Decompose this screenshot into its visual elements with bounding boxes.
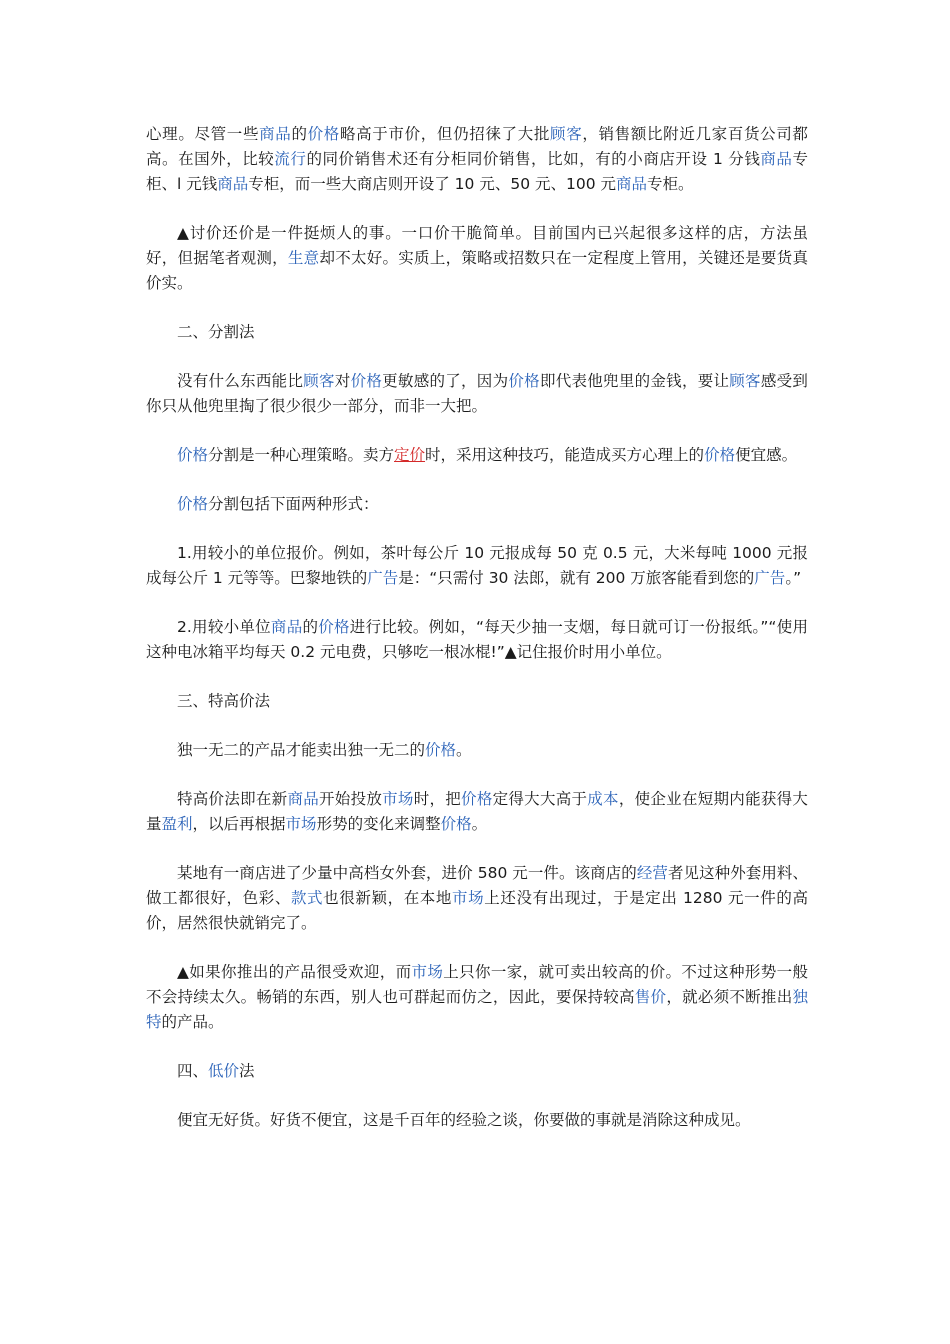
text-run: 独一无二的产品才能卖出独一无二的 bbox=[177, 741, 426, 759]
keyword-link[interactable]: 价格 bbox=[461, 790, 493, 808]
text-run: 。 bbox=[456, 741, 472, 759]
document-body bbox=[146, 122, 808, 1157]
keyword-link[interactable]: 售价 bbox=[634, 988, 667, 1006]
text-run: 二、分割法 bbox=[177, 323, 255, 341]
keyword-link[interactable]: 独特 bbox=[146, 988, 808, 1031]
keyword-link[interactable]: 商品 bbox=[259, 125, 292, 143]
keyword-link[interactable]: 款式 bbox=[290, 889, 324, 907]
text-run: 三、特高价法 bbox=[177, 692, 271, 710]
text-run: 也很新颖，在本地 bbox=[323, 889, 453, 907]
section-heading bbox=[146, 689, 808, 714]
paragraph bbox=[146, 369, 808, 419]
keyword-link[interactable]: 顾客 bbox=[729, 372, 761, 390]
keyword-link[interactable]: 市场 bbox=[285, 815, 317, 833]
keyword-link[interactable]: 顾客 bbox=[550, 125, 583, 143]
paragraph bbox=[146, 738, 808, 763]
text-run: 的 bbox=[291, 125, 308, 143]
paragraph bbox=[146, 443, 808, 468]
text-run: 法 bbox=[239, 1062, 255, 1080]
text-run: 便宜感。 bbox=[735, 446, 798, 464]
text-run: 分割是一种心理策略。卖方 bbox=[208, 446, 395, 464]
text-run: 时，把 bbox=[413, 790, 462, 808]
text-run: 形势的变化来调整 bbox=[316, 815, 441, 833]
keyword-link[interactable]: 盈利 bbox=[161, 815, 193, 833]
section-heading bbox=[146, 320, 808, 345]
text-run: 专柜、l 元钱 bbox=[146, 150, 808, 193]
text-run: 上还没有出现过，于是定出 1280 元一件的高价，居然很快就销完了。 bbox=[146, 889, 808, 932]
text-run: 略高于市价，但仍招徕了大批 bbox=[339, 125, 551, 143]
keyword-link[interactable]: 商品 bbox=[270, 618, 303, 636]
text-run: ，销售额比附近几家百货公司都高。在国外，比较 bbox=[146, 125, 808, 168]
keyword-link[interactable]: 低价 bbox=[208, 1062, 240, 1080]
text-run: 。” bbox=[785, 569, 802, 587]
text-run: 更敏感的了，因为 bbox=[382, 372, 509, 390]
section-heading bbox=[146, 1059, 808, 1084]
text-run: 四、 bbox=[177, 1062, 209, 1080]
paragraph bbox=[146, 787, 808, 837]
text-run: 上只你一家，就可卖出较高的价。不过这种形势一般不会持续太久。畅销的东西，别人也可群起而仿之，因此，要保持较高 bbox=[146, 963, 808, 1006]
text-run: ▲如果你推出的产品很受欢迎，而 bbox=[177, 963, 412, 981]
text-run: 的同价销售术还有分柜同价销售，比如，有的小商店开设 1 分钱 bbox=[306, 150, 761, 168]
text-run: 开始投放 bbox=[319, 790, 383, 808]
text-run: 特高价法即在新 bbox=[177, 790, 288, 808]
text-run: 某地有一商店进了少量中高档女外套，进价 580 元一件。该商店的 bbox=[177, 864, 637, 882]
keyword-link[interactable]: 顾客 bbox=[303, 372, 335, 390]
paragraph bbox=[146, 615, 808, 665]
paragraph bbox=[146, 221, 808, 296]
keyword-link[interactable]: 价格 bbox=[177, 446, 209, 464]
text-run: 感受到你只从他兜里掏了很少很少一部分，而非一大把。 bbox=[146, 372, 808, 415]
keyword-link[interactable]: 广告 bbox=[367, 569, 399, 587]
text-run: ▲讨价还价是一件挺烦人的事。一口价干脆简单。目前国内已兴起很多这样的店，方法虽好，但据笔者观测， bbox=[146, 224, 808, 267]
text-run: 即代表他兜里的金钱，要让 bbox=[539, 372, 730, 390]
text-run: 1.用较小的单位报价。例如，茶叶每公斤 10 元报成每 50 克 0.5 元，大米每吨 1000 元报成每公斤 1 元等等。巴黎地铁的 bbox=[146, 544, 808, 587]
keyword-link[interactable]: 经营 bbox=[636, 864, 668, 882]
text-run: ，使企业在短期内能获得大量 bbox=[146, 790, 808, 833]
paragraph bbox=[146, 960, 808, 1035]
keyword-link[interactable]: 价格 bbox=[307, 125, 340, 143]
keyword-link[interactable]: 市场 bbox=[382, 790, 414, 808]
keyword-link[interactable]: 价格 bbox=[440, 815, 472, 833]
text-run: 却不太好。实质上，策略或招数只在一定程度上管用，关键还是要货真价实。 bbox=[146, 249, 808, 292]
text-run: 的 bbox=[302, 618, 319, 636]
paragraph bbox=[146, 1108, 808, 1133]
keyword-link[interactable]: 市场 bbox=[411, 963, 444, 981]
keyword-link[interactable]: 商品 bbox=[287, 790, 320, 808]
text-run: 是：“只需付 30 法郎，就有 200 万旅客能看到您的 bbox=[398, 569, 755, 587]
paragraph bbox=[146, 492, 808, 517]
text-run: 的产品。 bbox=[161, 1013, 224, 1031]
text-run: 者见这种外套用料、做工都很好，色彩、 bbox=[146, 864, 808, 907]
text-run: 专柜。 bbox=[647, 175, 694, 193]
keyword-link[interactable]: 价格 bbox=[425, 741, 457, 759]
keyword-link[interactable]: 价格 bbox=[318, 618, 350, 636]
text-run: 定得大大高于 bbox=[492, 790, 588, 808]
text-run: 时，采用这种技巧，能造成买方心理上的 bbox=[425, 446, 705, 464]
keyword-link[interactable]: 商品 bbox=[217, 175, 249, 193]
keyword-link[interactable]: 价格 bbox=[704, 446, 736, 464]
keyword-link[interactable]: 价格 bbox=[177, 495, 209, 513]
text-run: 专柜，而一些大商店则开设了 10 元、50 元、100 元 bbox=[248, 175, 616, 193]
keyword-link-visited[interactable]: 定价 bbox=[394, 446, 426, 464]
keyword-link[interactable]: 商品 bbox=[616, 175, 648, 193]
text-run: 对 bbox=[334, 372, 351, 390]
keyword-link[interactable]: 商品 bbox=[760, 150, 793, 168]
text-run: 便宜无好货。好货不便宜，这是千百年的经验之谈，你要做的事就是消除这种成见。 bbox=[177, 1111, 751, 1129]
keyword-link[interactable]: 市场 bbox=[452, 889, 485, 907]
paragraph bbox=[146, 541, 808, 591]
keyword-link[interactable]: 生意 bbox=[287, 249, 320, 267]
text-run: ，以后再根据 bbox=[192, 815, 286, 833]
text-run: 没有什么东西能比 bbox=[177, 372, 304, 390]
text-run: 分割包括下面两种形式： bbox=[208, 495, 379, 513]
text-run: 。 bbox=[471, 815, 488, 833]
keyword-link[interactable]: 成本 bbox=[587, 790, 619, 808]
text-run: 心理。尽管一些 bbox=[146, 125, 260, 143]
keyword-link[interactable]: 价格 bbox=[350, 372, 383, 390]
paragraph bbox=[146, 861, 808, 936]
text-run: ，就必须不断推出 bbox=[666, 988, 793, 1006]
text-run: 进行比较。例如，“每天少抽一支烟，每日就可订一份报纸。”“使用这种电冰箱平均每天 0.2 元电费，只够吃一根冰棍!”▲记住报价时用小单位。 bbox=[146, 618, 808, 661]
keyword-link[interactable]: 价格 bbox=[508, 372, 540, 390]
keyword-link[interactable]: 广告 bbox=[754, 569, 786, 587]
paragraph bbox=[146, 122, 808, 197]
text-run: 2.用较小单位 bbox=[177, 618, 271, 636]
keyword-link[interactable]: 流行 bbox=[274, 150, 307, 168]
